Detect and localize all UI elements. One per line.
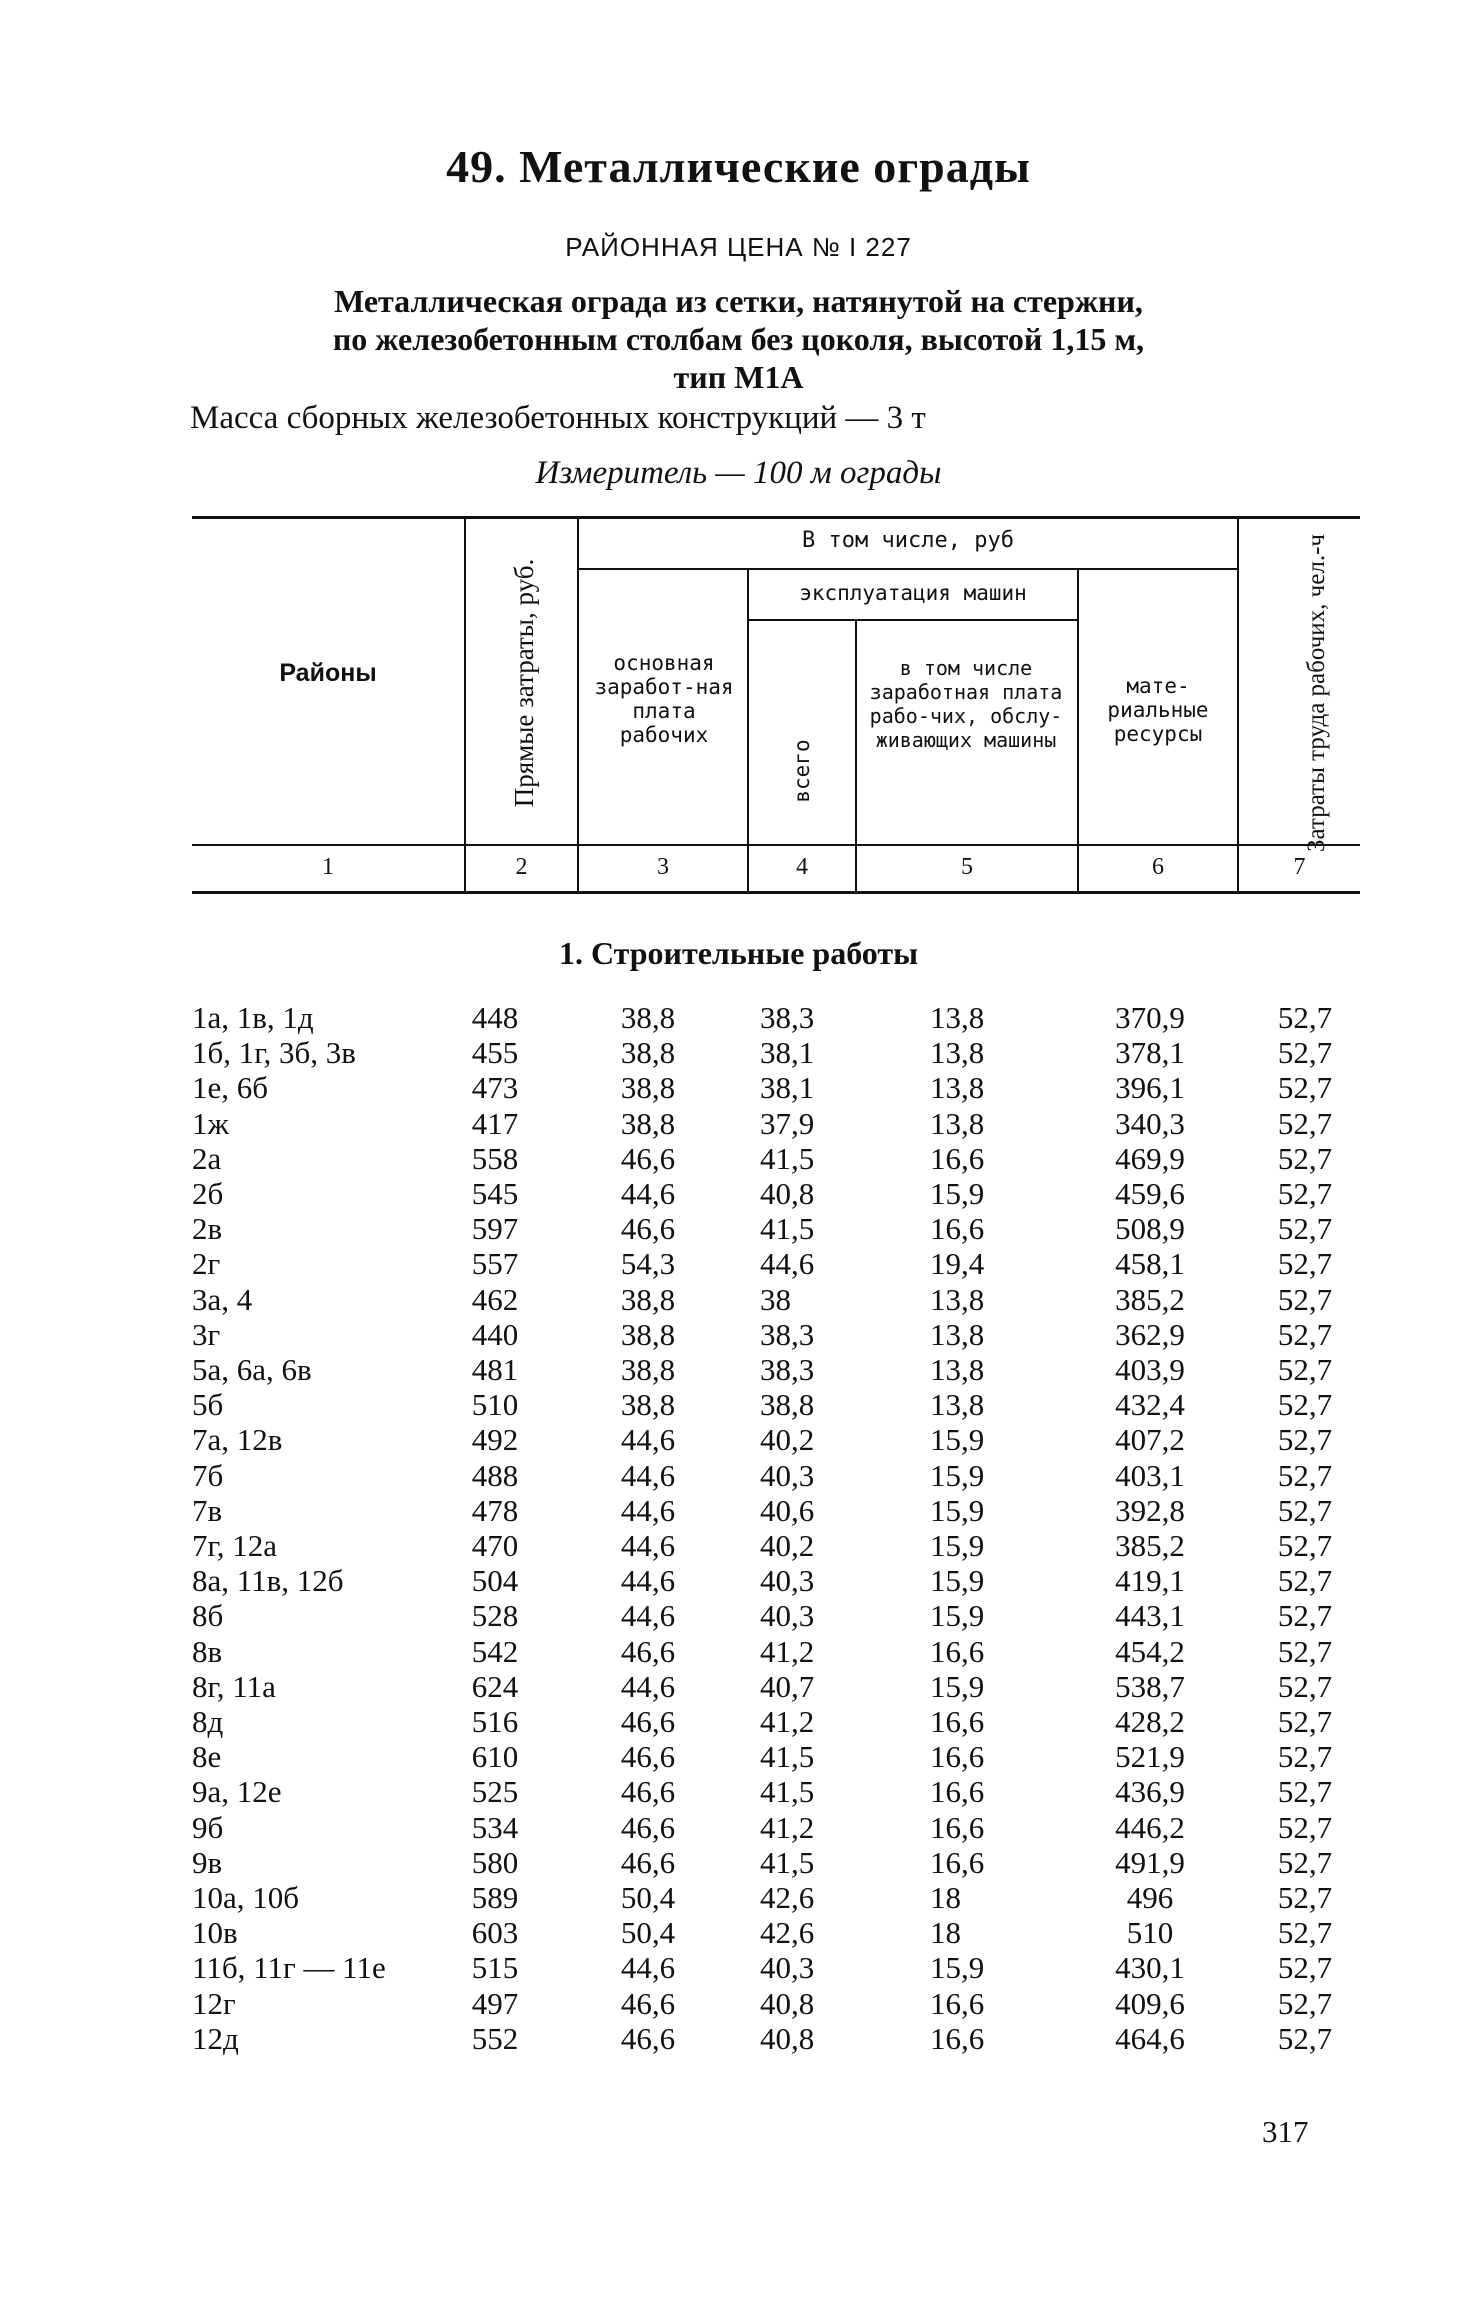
cell-machine-wage: 15,9 xyxy=(930,1176,985,1211)
col-number: 7 xyxy=(1293,854,1306,880)
cell-direct-costs: 481 xyxy=(471,1352,519,1387)
cell-base-wage: 38,8 xyxy=(620,1000,676,1035)
cell-machine-wage: 16,6 xyxy=(930,1633,985,1669)
cell-base-wage: 38,8 xyxy=(620,1316,676,1352)
cell-base-wage: 46,6 xyxy=(620,2020,676,2056)
cell-direct-costs: 440 xyxy=(471,1316,519,1352)
cell-machine-total: 37,9 xyxy=(760,1105,815,1141)
cell-machine-total: 40,8 xyxy=(760,1176,815,1211)
table-row xyxy=(0,1070,1477,1105)
item-title-line: по железобетонным столбам без цоколя, высотой 1,15 м, xyxy=(332,321,1145,357)
cell-materials: 538,7 xyxy=(1115,1668,1185,1704)
cell-materials: 403,1 xyxy=(1115,1457,1185,1493)
cell-direct-costs: 488 xyxy=(471,1457,519,1493)
cell-machine-total: 41,5 xyxy=(760,1774,815,1810)
page-number: 317 xyxy=(1262,2114,1309,2149)
table-row xyxy=(0,1458,1477,1493)
cell-direct-costs: 624 xyxy=(471,1668,519,1704)
cell-labor: 52,7 xyxy=(1277,1774,1333,1810)
cell-region: 11б, 11г — 11е xyxy=(192,1950,386,1986)
cell-machine-wage: 15,9 xyxy=(930,1950,985,1986)
cell-machine-wage: 16,6 xyxy=(930,1739,985,1775)
cell-machine-total: 40,2 xyxy=(760,1422,815,1458)
cell-machine-wage: 15,9 xyxy=(930,1457,985,1493)
cell-region: 2а xyxy=(192,1140,222,1176)
header-direct-costs: Прямые затраты, руб. xyxy=(509,558,539,808)
cell-direct-costs: 455 xyxy=(471,1035,519,1071)
cell-labor: 52,7 xyxy=(1277,1739,1333,1775)
table-row xyxy=(0,1880,1477,1915)
cell-machine-wage: 16,6 xyxy=(930,1844,985,1880)
table-row xyxy=(0,1106,1477,1141)
header-in-total: В том числе, руб xyxy=(802,528,1014,553)
cell-labor: 52,7 xyxy=(1277,1809,1333,1845)
cell-base-wage: 46,6 xyxy=(620,1809,676,1845)
cell-machine-total: 40,2 xyxy=(760,1528,815,1563)
cell-machine-wage: 15,9 xyxy=(930,1598,985,1634)
cell-materials: 340,3 xyxy=(1115,1105,1185,1141)
cell-machine-wage: 13,8 xyxy=(930,1000,985,1035)
cell-machine-total: 41,5 xyxy=(760,1211,815,1247)
cell-materials: 403,9 xyxy=(1115,1352,1185,1387)
cell-materials: 496 xyxy=(1126,1880,1174,1915)
cell-materials: 458,1 xyxy=(1115,1246,1185,1282)
cell-labor: 52,7 xyxy=(1277,1844,1333,1880)
cell-labor: 52,7 xyxy=(1277,1704,1333,1739)
cell-materials: 443,1 xyxy=(1115,1598,1185,1634)
vline-5 xyxy=(1077,570,1079,894)
header-materials: мате-риальные ресурсы xyxy=(1107,674,1209,746)
cell-labor: 52,7 xyxy=(1277,1000,1333,1035)
cell-materials: 459,6 xyxy=(1115,1176,1185,1211)
cell-direct-costs: 542 xyxy=(471,1633,519,1669)
cell-machine-wage: 16,6 xyxy=(930,1140,985,1176)
cell-materials: 508,9 xyxy=(1115,1211,1185,1247)
cell-base-wage: 50,4 xyxy=(620,1915,676,1951)
cell-labor: 52,7 xyxy=(1277,1985,1333,2021)
cell-base-wage: 38,8 xyxy=(620,1387,676,1423)
cell-machine-wage: 15,9 xyxy=(930,1563,985,1599)
vline-6 xyxy=(1237,516,1239,894)
cell-region: 1ж xyxy=(192,1105,229,1141)
cell-direct-costs: 473 xyxy=(471,1070,519,1106)
cell-materials: 378,1 xyxy=(1115,1035,1185,1071)
section-title: 1. Строительные работы xyxy=(558,935,919,971)
cell-labor: 52,7 xyxy=(1277,1633,1333,1669)
cell-materials: 464,6 xyxy=(1115,2020,1185,2056)
cell-machine-wage: 15,9 xyxy=(930,1422,985,1458)
rule-machines xyxy=(747,619,1077,621)
cell-region: 12г xyxy=(192,1985,236,2021)
cell-base-wage: 50,4 xyxy=(620,1880,676,1915)
cell-direct-costs: 448 xyxy=(471,1000,519,1035)
cell-base-wage: 38,8 xyxy=(620,1105,676,1141)
cell-region: 1а, 1в, 1д xyxy=(192,1000,314,1035)
rule-bottom xyxy=(192,891,1360,894)
cell-materials: 396,1 xyxy=(1115,1070,1185,1106)
cell-base-wage: 46,6 xyxy=(620,1140,676,1176)
cell-direct-costs: 462 xyxy=(471,1281,519,1317)
cell-machine-wage: 15,9 xyxy=(930,1668,985,1704)
cell-materials: 385,2 xyxy=(1115,1281,1185,1317)
item-title-line: Металлическая ограда из сетки, натянутой на стержни, xyxy=(334,283,1143,319)
table-row xyxy=(0,1739,1477,1774)
cell-materials: 510 xyxy=(1126,1915,1174,1951)
cell-region: 2б xyxy=(192,1176,224,1211)
cell-base-wage: 46,6 xyxy=(620,1739,676,1775)
header-machine-total: всего xyxy=(790,739,814,803)
cell-machine-total: 40,3 xyxy=(760,1457,815,1493)
cell-machine-total: 38,1 xyxy=(760,1070,815,1106)
cell-direct-costs: 603 xyxy=(471,1915,519,1951)
cell-base-wage: 44,6 xyxy=(620,1563,676,1599)
table-row xyxy=(0,1352,1477,1387)
cell-direct-costs: 545 xyxy=(471,1176,519,1211)
cell-machine-total: 42,6 xyxy=(760,1880,815,1915)
cell-machine-total: 40,3 xyxy=(760,1563,815,1599)
cell-machine-wage: 13,8 xyxy=(930,1281,985,1317)
cell-machine-wage: 16,6 xyxy=(930,1211,985,1247)
cell-materials: 370,9 xyxy=(1115,1000,1185,1035)
item-title xyxy=(0,282,1477,396)
cell-materials: 407,2 xyxy=(1115,1422,1185,1458)
cell-machine-total: 44,6 xyxy=(760,1246,815,1282)
cell-region: 7г, 12а xyxy=(192,1528,277,1563)
cell-direct-costs: 534 xyxy=(471,1809,519,1845)
cell-direct-costs: 492 xyxy=(471,1422,519,1458)
table-row xyxy=(0,1035,1477,1070)
cell-base-wage: 46,6 xyxy=(620,1844,676,1880)
cell-labor: 52,7 xyxy=(1277,1176,1333,1211)
cell-region: 3г xyxy=(192,1316,221,1352)
cell-base-wage: 44,6 xyxy=(620,1528,676,1563)
table-row xyxy=(0,2021,1477,2056)
mass-note: Масса сборных железобетонных конструкций — 3 т xyxy=(190,400,926,436)
cell-base-wage: 46,6 xyxy=(620,1704,676,1739)
cell-direct-costs: 478 xyxy=(471,1492,519,1528)
cell-labor: 52,7 xyxy=(1277,1915,1333,1951)
cell-machine-total: 42,6 xyxy=(760,1915,815,1951)
table-row xyxy=(0,1598,1477,1633)
cell-machine-wage: 13,8 xyxy=(930,1316,985,1352)
cell-machine-total: 40,6 xyxy=(760,1492,815,1528)
cell-region: 5а, 6а, 6в xyxy=(192,1352,312,1387)
cell-machine-wage: 16,6 xyxy=(930,1704,985,1739)
vline-1 xyxy=(464,516,466,894)
cell-region: 3а, 4 xyxy=(192,1281,253,1317)
cell-base-wage: 44,6 xyxy=(620,1492,676,1528)
cell-labor: 52,7 xyxy=(1277,1211,1333,1247)
col-number: 4 xyxy=(796,854,808,880)
cell-region: 1б, 1г, 3б, 3в xyxy=(192,1035,356,1071)
cell-materials: 428,2 xyxy=(1115,1704,1185,1739)
cell-direct-costs: 597 xyxy=(471,1211,519,1247)
cell-region: 8в xyxy=(192,1633,223,1669)
cell-direct-costs: 558 xyxy=(471,1140,519,1176)
cell-machine-wage: 16,6 xyxy=(930,1985,985,2021)
header-machine-wage: в том числе заработная плата рабо-чих, обслу-живающих машины xyxy=(869,656,1063,752)
cell-labor: 52,7 xyxy=(1277,1880,1333,1915)
cell-machine-total: 41,5 xyxy=(760,1844,815,1880)
cell-base-wage: 54,3 xyxy=(620,1246,676,1282)
cell-region: 7а, 12в xyxy=(192,1422,283,1458)
table-row xyxy=(0,1282,1477,1317)
table-row xyxy=(0,1669,1477,1704)
table-row xyxy=(0,1528,1477,1563)
table-row xyxy=(0,1950,1477,1985)
cell-materials: 362,9 xyxy=(1115,1316,1185,1352)
cell-region: 2г xyxy=(192,1246,221,1282)
cell-machine-wage: 16,6 xyxy=(930,1809,985,1845)
cell-machine-wage: 13,8 xyxy=(930,1105,985,1141)
table-row xyxy=(0,1141,1477,1176)
vline-2 xyxy=(577,516,579,894)
cell-materials: 409,6 xyxy=(1115,1985,1185,2021)
cell-region: 1е, 6б xyxy=(192,1070,269,1106)
cell-region: 8е xyxy=(192,1739,222,1775)
cell-base-wage: 44,6 xyxy=(620,1422,676,1458)
cell-region: 9а, 12е xyxy=(192,1774,282,1810)
vline-3 xyxy=(747,570,749,894)
cell-labor: 52,7 xyxy=(1277,1035,1333,1071)
cell-base-wage: 46,6 xyxy=(620,1633,676,1669)
cell-region: 9б xyxy=(192,1809,224,1845)
col-number: 1 xyxy=(322,854,334,880)
table-row xyxy=(0,1246,1477,1281)
cell-materials: 436,9 xyxy=(1115,1774,1185,1810)
cell-region: 8д xyxy=(192,1704,224,1739)
cell-base-wage: 44,6 xyxy=(620,1176,676,1211)
cell-labor: 52,7 xyxy=(1277,1316,1333,1352)
price-label: РАЙОННАЯ ЦЕНА № I 227 xyxy=(565,232,912,262)
cell-base-wage: 44,6 xyxy=(620,1598,676,1634)
col-number: 3 xyxy=(657,854,669,880)
cell-region: 5б xyxy=(192,1387,224,1423)
col-number: 5 xyxy=(961,854,973,880)
cell-machine-total: 40,7 xyxy=(760,1668,815,1704)
cell-machine-wage: 19,4 xyxy=(930,1246,985,1282)
table-row xyxy=(0,1211,1477,1246)
cell-machine-total: 38 xyxy=(760,1281,791,1317)
rule-mid xyxy=(192,844,1360,846)
header-base-wage: основная заработ-ная плата рабочих xyxy=(594,651,734,747)
cell-machine-total: 41,2 xyxy=(760,1809,815,1845)
cell-labor: 52,7 xyxy=(1277,1598,1333,1634)
cell-region: 8г, 11а xyxy=(192,1668,276,1704)
table-header xyxy=(192,516,1360,896)
cell-machine-wage: 13,8 xyxy=(930,1070,985,1106)
cell-machine-wage: 15,9 xyxy=(930,1528,985,1563)
cell-direct-costs: 497 xyxy=(471,1985,519,2021)
cell-base-wage: 38,8 xyxy=(620,1281,676,1317)
cell-base-wage: 44,6 xyxy=(620,1457,676,1493)
cell-base-wage: 46,6 xyxy=(620,1211,676,1247)
cell-direct-costs: 528 xyxy=(471,1598,519,1634)
cell-direct-costs: 557 xyxy=(471,1246,519,1282)
cell-machine-total: 40,8 xyxy=(760,2020,815,2056)
cell-materials: 430,1 xyxy=(1115,1950,1185,1986)
table-row xyxy=(0,1176,1477,1211)
cell-labor: 52,7 xyxy=(1277,1563,1333,1599)
cell-labor: 52,7 xyxy=(1277,1387,1333,1423)
table-row xyxy=(0,1774,1477,1809)
cell-labor: 52,7 xyxy=(1277,1528,1333,1563)
cell-machine-total: 40,3 xyxy=(760,1950,815,1986)
cell-region: 8б xyxy=(192,1598,224,1634)
table-row xyxy=(0,1317,1477,1352)
cell-machine-total: 38,3 xyxy=(760,1352,815,1387)
cell-machine-total: 41,5 xyxy=(760,1739,815,1775)
table-row xyxy=(0,1986,1477,2021)
cell-region: 7в xyxy=(192,1492,223,1528)
cell-machine-wage: 13,8 xyxy=(930,1352,985,1387)
cell-direct-costs: 510 xyxy=(471,1387,519,1423)
cell-base-wage: 38,8 xyxy=(620,1352,676,1387)
cell-labor: 52,7 xyxy=(1277,1105,1333,1141)
cell-machine-wage: 18 xyxy=(930,1915,961,1951)
cell-materials: 385,2 xyxy=(1115,1528,1185,1563)
table-row xyxy=(0,1387,1477,1422)
cell-base-wage: 44,6 xyxy=(620,1950,676,1986)
cell-materials: 491,9 xyxy=(1115,1844,1185,1880)
cell-machine-wage: 13,8 xyxy=(930,1035,985,1071)
table-row xyxy=(0,1563,1477,1598)
table-row xyxy=(0,1704,1477,1739)
cell-labor: 52,7 xyxy=(1277,1950,1333,1986)
table-row xyxy=(0,1000,1477,1035)
cell-region: 7б xyxy=(192,1457,224,1493)
measure-unit: Измеритель — 100 м ограды xyxy=(535,455,942,491)
cell-machine-total: 41,5 xyxy=(760,1140,815,1176)
cell-materials: 469,9 xyxy=(1115,1140,1185,1176)
item-title-line: тип M1A xyxy=(673,359,804,395)
cell-labor: 52,7 xyxy=(1277,1492,1333,1528)
cell-direct-costs: 470 xyxy=(471,1528,519,1563)
table-row xyxy=(0,1634,1477,1669)
table-row xyxy=(0,1915,1477,1950)
cell-machine-total: 41,2 xyxy=(760,1633,815,1669)
cell-base-wage: 44,6 xyxy=(620,1668,676,1704)
header-labor: Затраты труда рабочих, чел.-ч xyxy=(1303,534,1330,852)
cell-labor: 52,7 xyxy=(1277,1070,1333,1106)
cell-direct-costs: 516 xyxy=(471,1704,519,1739)
cell-materials: 521,9 xyxy=(1115,1739,1185,1775)
cell-machine-total: 41,2 xyxy=(760,1704,815,1739)
cell-materials: 419,1 xyxy=(1115,1563,1185,1599)
table-row xyxy=(0,1493,1477,1528)
cell-machine-total: 38,3 xyxy=(760,1000,815,1035)
section-heading: 49. Металлические ограды xyxy=(446,141,1031,192)
cell-labor: 52,7 xyxy=(1277,1140,1333,1176)
table-row xyxy=(0,1845,1477,1880)
cell-base-wage: 46,6 xyxy=(620,1985,676,2021)
cell-labor: 52,7 xyxy=(1277,1246,1333,1282)
cell-labor: 52,7 xyxy=(1277,1668,1333,1704)
cell-direct-costs: 515 xyxy=(471,1950,519,1986)
cell-machine-total: 40,8 xyxy=(760,1985,815,2021)
cell-machine-wage: 16,6 xyxy=(930,2020,985,2056)
header-regions: Районы xyxy=(279,659,377,687)
cell-machine-total: 38,8 xyxy=(760,1387,815,1423)
cell-machine-total: 40,3 xyxy=(760,1598,815,1634)
cell-direct-costs: 610 xyxy=(471,1739,519,1775)
cell-direct-costs: 417 xyxy=(471,1105,519,1141)
cell-base-wage: 46,6 xyxy=(620,1774,676,1810)
cell-labor: 52,7 xyxy=(1277,1352,1333,1387)
cell-machine-wage: 13,8 xyxy=(930,1387,985,1423)
cell-region: 8а, 11в, 12б xyxy=(192,1563,344,1599)
header-machine-operation: эксплуатация машин xyxy=(799,581,1027,605)
cell-base-wage: 38,8 xyxy=(620,1070,676,1106)
cell-materials: 454,2 xyxy=(1115,1633,1185,1669)
col-number: 2 xyxy=(515,854,528,880)
table-row xyxy=(0,1422,1477,1457)
col-number: 6 xyxy=(1152,854,1164,880)
rule-in-total xyxy=(577,568,1237,570)
cell-labor: 52,7 xyxy=(1277,1422,1333,1458)
table-row xyxy=(0,1810,1477,1845)
cell-direct-costs: 504 xyxy=(471,1563,519,1599)
cell-region: 2в xyxy=(192,1211,223,1247)
cell-direct-costs: 552 xyxy=(471,2020,519,2056)
cell-labor: 52,7 xyxy=(1277,1457,1333,1493)
cell-machine-total: 38,1 xyxy=(760,1035,815,1071)
cell-machine-wage: 16,6 xyxy=(930,1774,985,1810)
cell-base-wage: 38,8 xyxy=(620,1035,676,1071)
cell-machine-wage: 15,9 xyxy=(930,1492,985,1528)
cell-materials: 392,8 xyxy=(1115,1492,1185,1528)
cell-direct-costs: 589 xyxy=(471,1880,519,1915)
cell-materials: 446,2 xyxy=(1115,1809,1185,1845)
cell-region: 10в xyxy=(192,1915,238,1951)
cell-region: 10а, 10б xyxy=(192,1880,300,1915)
cell-region: 12д xyxy=(192,2020,239,2056)
cell-machine-wage: 18 xyxy=(930,1880,961,1915)
cell-direct-costs: 580 xyxy=(471,1844,519,1880)
cell-machine-total: 38,3 xyxy=(760,1316,815,1352)
rule-top xyxy=(192,516,1360,519)
cell-labor: 52,7 xyxy=(1277,1281,1333,1317)
cell-direct-costs: 525 xyxy=(471,1774,519,1810)
cell-materials: 432,4 xyxy=(1115,1387,1185,1423)
cell-region: 9в xyxy=(192,1844,223,1880)
cell-labor: 52,7 xyxy=(1277,2020,1333,2056)
